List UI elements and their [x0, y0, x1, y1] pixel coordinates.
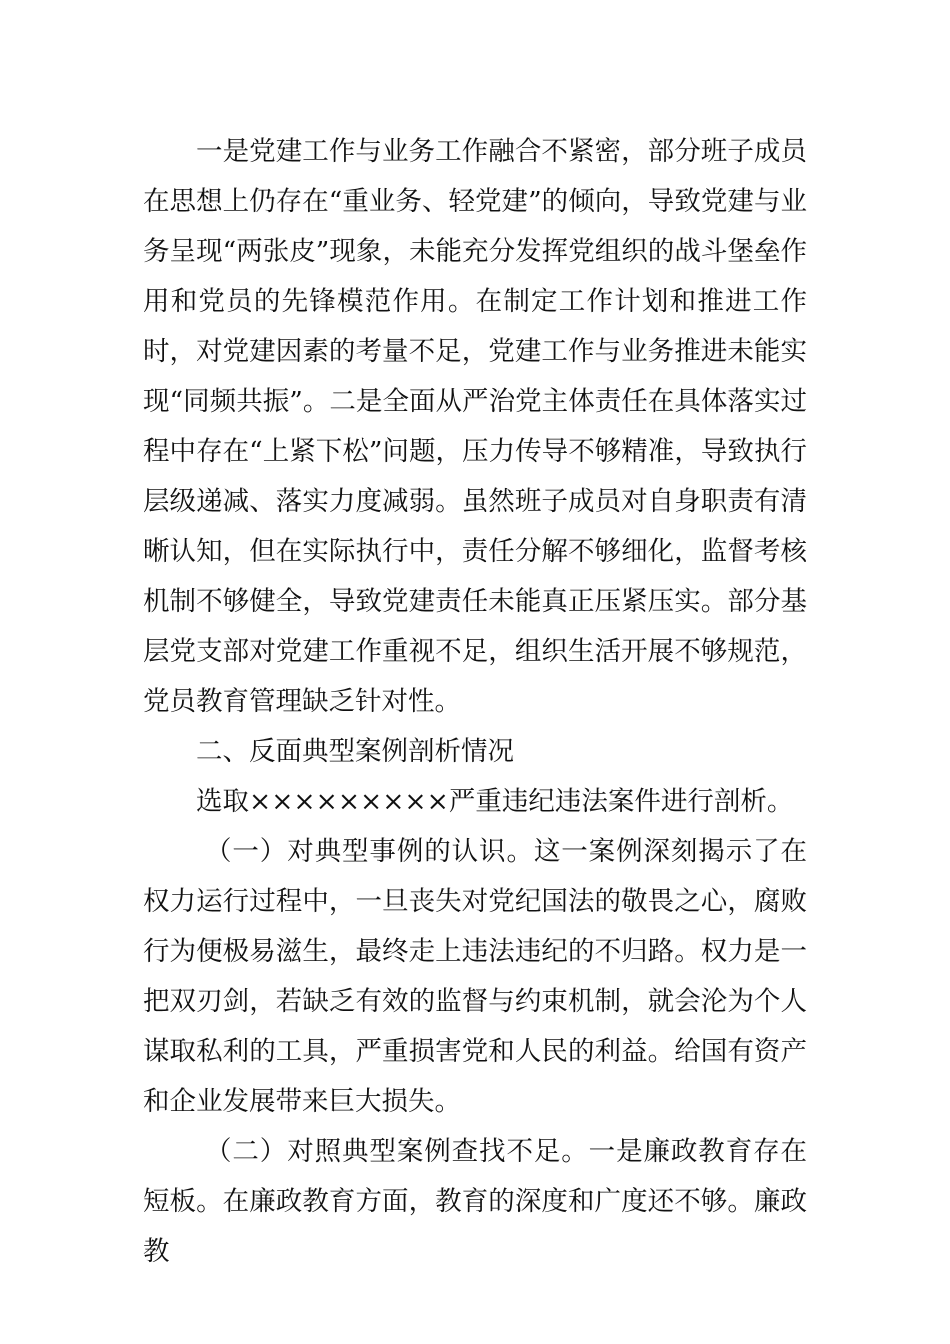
document-body: [143, 127, 807, 1277]
section-heading-case-analysis: 二、反面典型案例剖析情况: [196, 736, 514, 767]
paragraph-case-understanding: （一）对典型事例的认识。这一案例深刻揭示了在权力运行过程中，一旦丧失对党纪国法的敬畏之心，腐败行为便极易滋生，最终走上违法违纪的不归路。权力是一把双刃剑，若缺乏有效的监督与约束机制，就会沦为个人谋取私利的工具，严重损害党和人民的利益。给国有资产和企业发展带来巨大损失。: [143, 836, 807, 1117]
paragraph-party-building-issues: 一是党建工作与业务工作融合不紧密，部分班子成员在思想上仍存在“重业务、轻党建”的倾向，导致党建与业务呈现“两张皮”现象，未能充分发挥党组织的战斗堡垒作用和党员的先锋模范作用。在制定工作计划和推进工作时，对党建因素的考量不足，党建工作与业务推进未能实现“同频共振”。二是全面从严治党主体责任在具体落实过程中存在“上紧下松”问题，压力传导不够精准，导致执行层级递减、落实力度减弱。虽然班子成员对自身职责有清晰认知，但在实际执行中，责任分解不够细化，监督考核机制不够健全，导致党建责任未能真正压紧压实。部分基层党支部对党建工作重视不足，组织生活开展不够规范，党员教育管理缺乏针对性。: [143, 136, 807, 717]
paragraph-shortcomings: （二）对照典型案例查找不足。一是廉政教育存在短板。在廉政教育方面，教育的深度和广度还不够。廉政教: [143, 1136, 807, 1267]
paragraph-case-selection: 选取×××××××××严重违纪违法案件进行剖析。: [196, 786, 794, 817]
